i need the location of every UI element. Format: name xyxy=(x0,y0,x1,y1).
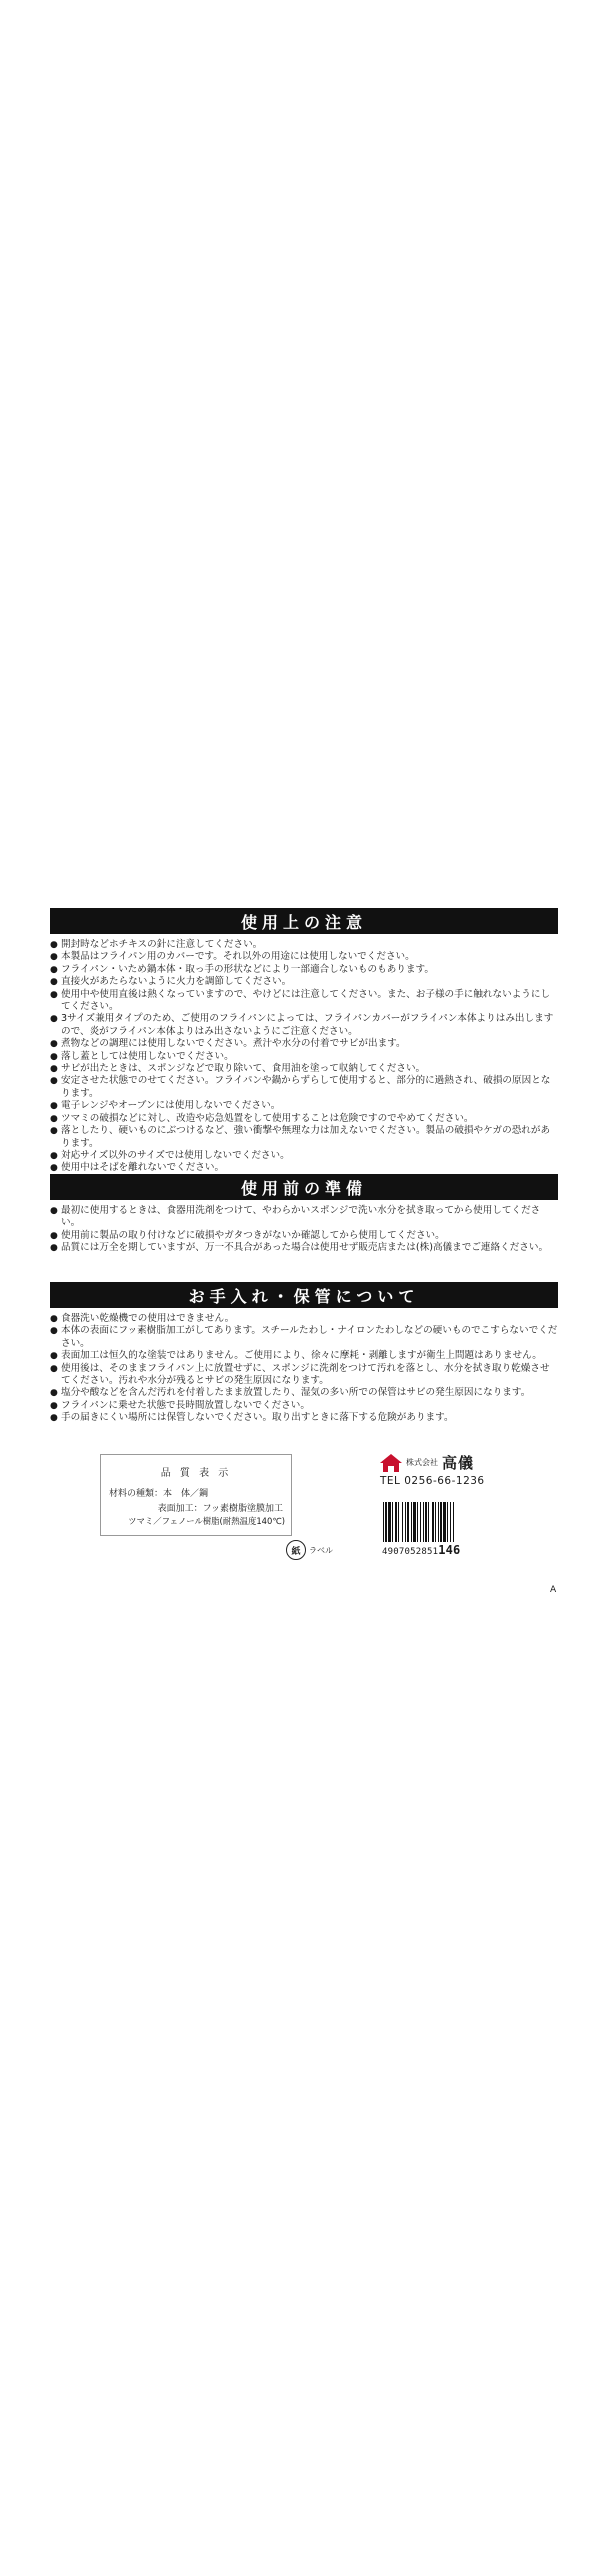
barcode-icon xyxy=(382,1502,494,1542)
list-item: ● 本体の表面にフッ素樹脂加工がしてあります。スチールたわし・ナイロンたわしなどの硬いものでこすらないでください。 xyxy=(50,1325,558,1350)
list-item: ● サビが出たときは、スポンジなどで取り除いて、食用油を塗って収納してください。 xyxy=(50,1063,558,1075)
list-item: ● 食器洗い乾燥機での使用はできません。 xyxy=(50,1313,558,1325)
recycle-label: ラベル xyxy=(309,1545,333,1555)
cautions-section xyxy=(50,908,558,1187)
quality-material: 材料の種類：本 体／鋼 xyxy=(109,1489,209,1499)
quality-label-box xyxy=(100,1454,292,1536)
paper-recycle-mark xyxy=(286,1540,333,1560)
preparation-heading: 使用前の準備 xyxy=(50,1174,558,1200)
barcode-digits: 4907052851 xyxy=(382,1547,439,1557)
list-item: ● 開封時などホチキスの針に注意してください。 xyxy=(50,939,558,951)
list-item: ● ツマミの破損などに対し、改造や応急処置をして使用することは危険ですのでやめてください。 xyxy=(50,1113,558,1125)
paper-recycle-icon: 紙 xyxy=(286,1540,306,1560)
list-item: ● 品質には万全を期していますが、万一不具合があった場合は使用せず販売店または(株)高儀までご連絡ください。 xyxy=(50,1242,558,1254)
list-item: ● 使用後は、そのままフライパン上に放置せずに、スポンジに洗剤をつけて汚れを落とし、水分を拭き取り乾燥させてください。汚れや水分が残るとサビの発生原因になります。 xyxy=(50,1363,558,1388)
list-item: ● 最初に使用するときは、食器用洗剤をつけて、やわらかいスポンジで洗い水分を拭き取ってから使用してください。 xyxy=(50,1205,558,1230)
list-item: ● 安定させた状態でのせてください。フライパンや鍋からずらして使用すると、部分的に過熱され、破損の原因となります。 xyxy=(50,1075,558,1100)
list-item: ● 塩分や酸などを含んだ汚れを付着したまま放置したり、湿気の多い所での保管はサビの発生原因になります。 xyxy=(50,1387,558,1399)
list-item: ● 対応サイズ以外のサイズでは使用しないでください。 xyxy=(50,1150,558,1162)
cautions-list xyxy=(50,939,558,1187)
company-tel: TEL 0256-66-1236 xyxy=(380,1475,485,1487)
preparation-section xyxy=(50,1174,558,1255)
list-item: ● 表面加工は恒久的な塗装ではありません。ご使用により、徐々に摩耗・剥離しますが衛生上問題はありません。 xyxy=(50,1350,558,1362)
list-item: ● 本製品はフライパン用のカバーです。それ以外の用途には使用しないでください。 xyxy=(50,951,558,963)
preparation-list xyxy=(50,1205,558,1255)
barcode-number xyxy=(382,1543,494,1557)
quality-knob: ツマミ／フェノール樹脂(耐熱温度140℃) xyxy=(128,1516,285,1526)
quality-surface: 表面加工：フッ素樹脂塗膜加工 xyxy=(157,1504,283,1514)
cautions-heading: 使用上の注意 xyxy=(50,908,558,934)
list-item: ● 使用中はそばを離れないでください。 xyxy=(50,1162,558,1174)
house-logo-icon xyxy=(380,1454,402,1472)
company-block xyxy=(380,1452,580,1487)
corner-letter: A xyxy=(550,1585,557,1595)
list-item: ● 直接火があたらないように火力を調節してください。 xyxy=(50,976,558,988)
list-item: ● フライパン・いため鍋本体・取っ手の形状などにより一部適合しないものもあります。 xyxy=(50,964,558,976)
list-item: ● 使用中や使用直後は熱くなっていますので、やけどには注意してください。また、お子様の手に触れないようにしてください。 xyxy=(50,989,558,1014)
care-heading: お手入れ・保管について xyxy=(50,1282,558,1308)
list-item: ● 電子レンジやオーブンには使用しないでください。 xyxy=(50,1100,558,1112)
barcode-tail: 146 xyxy=(438,1543,461,1557)
list-item: ● 手の届きにくい場所には保管しないでください。取り出すときに落下する危険があります。 xyxy=(50,1412,558,1424)
care-list xyxy=(50,1313,558,1425)
list-item: ● 3サイズ兼用タイプのため、ご使用のフライパンによっては、フライパンカバーがフライパン本体よりはみ出しますので、炎がフライパン本体よりはみ出さないようにご注意ください。 xyxy=(50,1013,558,1038)
list-item: ● 煮物などの調理には使用しないでください。煮汁や水分の付着でサビが出ます。 xyxy=(50,1038,558,1050)
company-prefix: 株式会社 xyxy=(406,1458,438,1467)
list-item: ● 使用前に製品の取り付けなどに破損やガタつきがないか確認してから使用してください。 xyxy=(50,1230,558,1242)
list-item: ● 落としたり、硬いものにぶつけるなど、強い衝撃や無理な力は加えないでください。製品の破損やケガの恐れがあります。 xyxy=(50,1125,558,1150)
quality-title: 品 質 表 示 xyxy=(160,1468,232,1479)
list-item: ● フライパンに乗せた状態で長時間放置しないでください。 xyxy=(50,1400,558,1412)
care-section xyxy=(50,1282,558,1425)
list-item: ● 落し蓋としては使用しないでください。 xyxy=(50,1051,558,1063)
company-name: 高儀 xyxy=(442,1454,475,1472)
